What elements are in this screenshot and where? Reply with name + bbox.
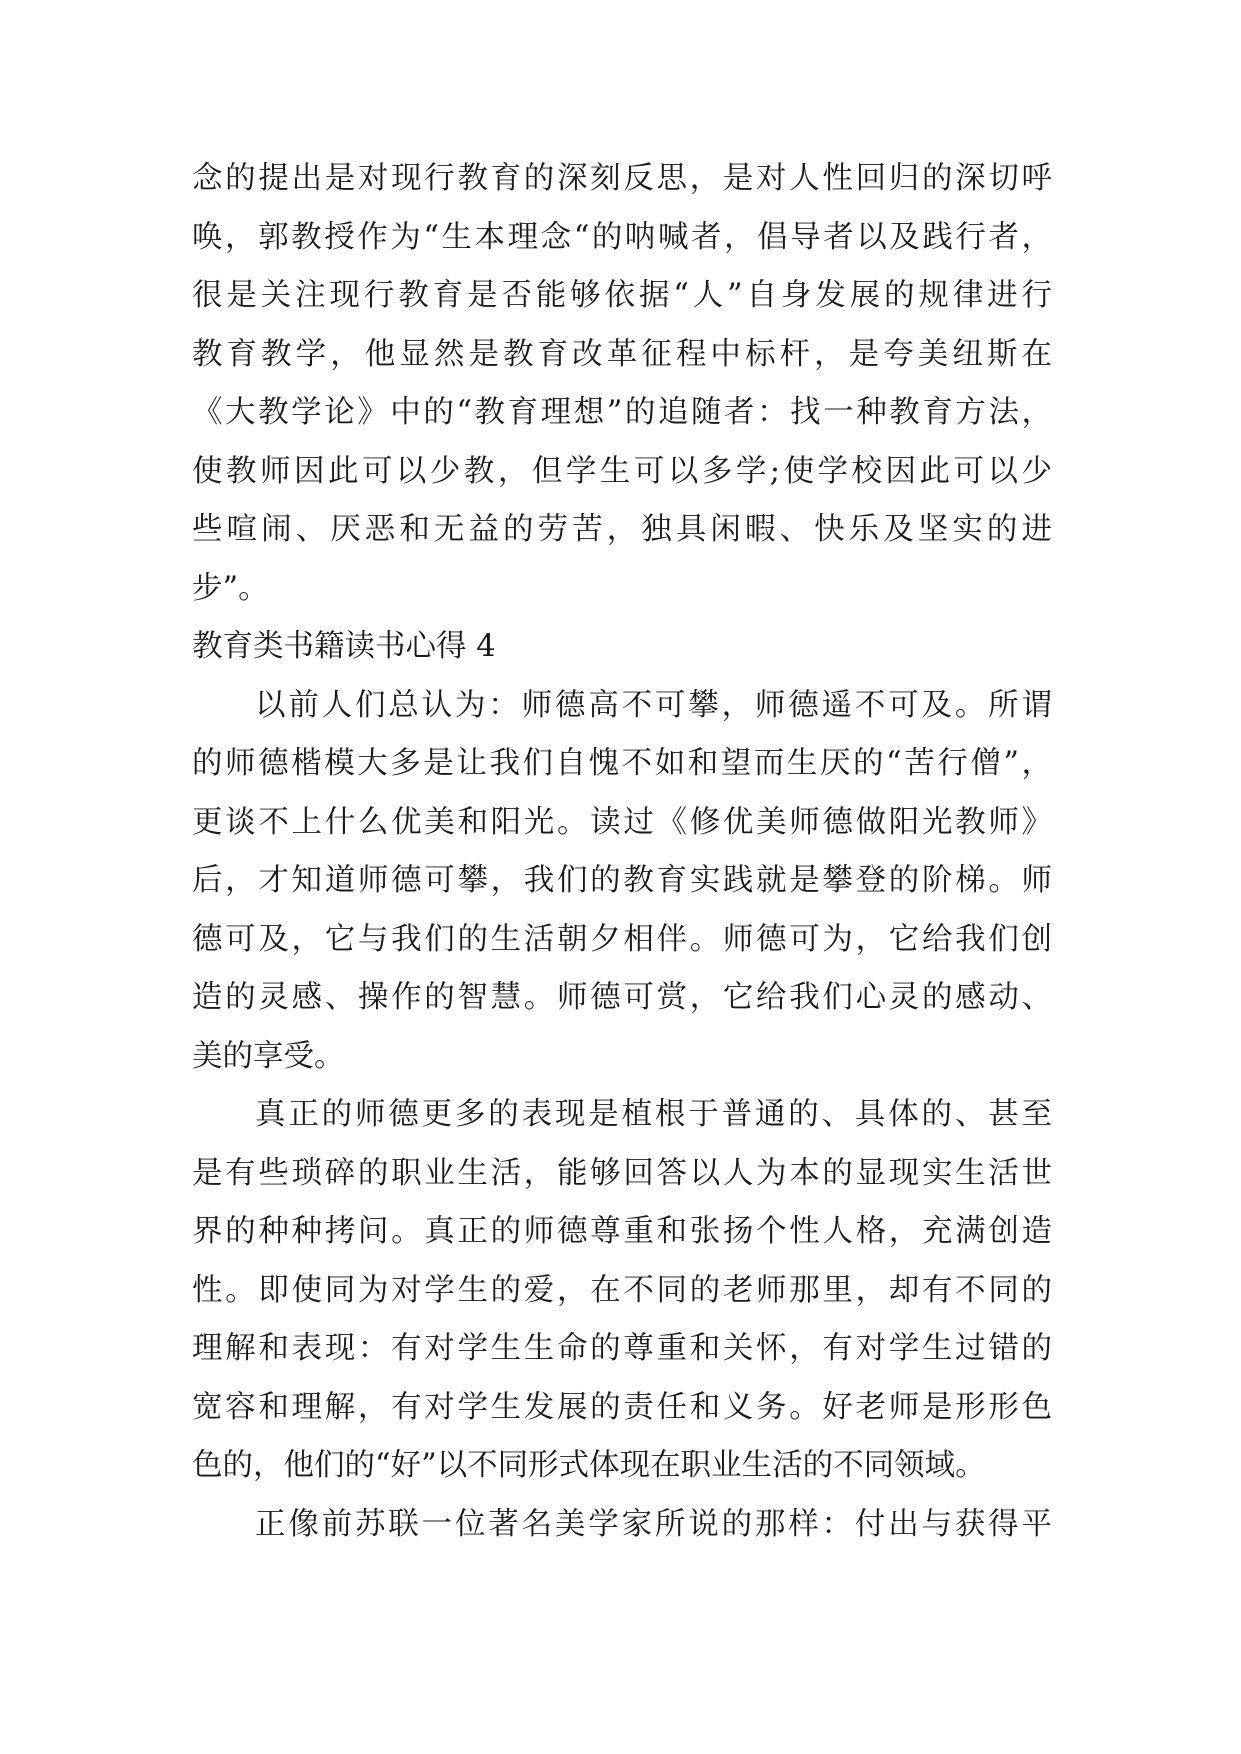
text-line: 理解和表现：有对学生生命的尊重和关怀，有对学生过错的 <box>192 1331 1052 1366</box>
text-line: 美的享受。 <box>192 1038 345 1074</box>
document-body <box>192 150 1052 1554</box>
text-line: 些喧闹、厌恶和无益的劳苦，独具闲暇、快乐及坚实的进 <box>192 512 1052 547</box>
text-line: 使教师因此可以少教，但学生可以多学;使学校因此可以少 <box>192 453 1052 489</box>
text-line: 宽容和理解，有对学生发展的责任和义务。好老师是形形色 <box>192 1389 1052 1425</box>
text-line: 《大教学论》中的“教育理想”的追随者：找一种教育方法， <box>192 395 1052 430</box>
text-line: 念的提出是对现行教育的深刻反思，是对人性回归的深切呼 <box>192 161 1052 196</box>
intro-paragraph <box>192 150 1052 618</box>
text-line: 教育教学，他显然是教育改革征程中标杆，是夸美纽斯在 <box>192 336 1052 372</box>
text-line: 德可及，它与我们的生活朝夕相伴。师德可为，它给我们创 <box>192 921 1052 957</box>
text-line: 是有些琐碎的职业生活，能够回答以人为本的显现实生活世 <box>192 1155 1052 1191</box>
text-line: 以前人们总认为：师德高不可攀，师德遥不可及。所谓 <box>255 687 1052 723</box>
text-line: 唤，郭教授作为“生本理念“的呐喊者，倡导者以及践行者， <box>192 219 1052 255</box>
text-line: 界的种种拷问。真正的师德尊重和张扬个性人格，充满创造 <box>192 1214 1052 1249</box>
paragraph-2 <box>192 1086 1052 1496</box>
text-line: 真正的师德更多的表现是植根于普通的、具体的、甚至 <box>255 1097 1052 1132</box>
text-line: 的师德楷模大多是让我们自愧不如和望而生厌的“苦行僧”， <box>192 746 1052 781</box>
text-line: 更谈不上什么优美和阳光。读过《修优美师德做阳光教师》 <box>192 804 1052 840</box>
text-line: 后，才知道师德可攀，我们的教育实践就是攀登的阶梯。师 <box>192 863 1052 898</box>
section-heading: 教育类书籍读书心得 4 <box>192 629 496 664</box>
text-line: 色的，他们的“好”以不同形式体现在职业生活的不同领域。 <box>192 1448 986 1483</box>
text-line: 造的灵感、操作的智慧。师德可赏，它给我们心灵的感动、 <box>192 980 1052 1015</box>
text-line: 正像前苏联一位著名美学家所说的那样：付出与获得平 <box>255 1506 1052 1542</box>
paragraph-1 <box>192 677 1052 1087</box>
text-line: 性。即使同为对学生的爱，在不同的老师那里，却有不同的 <box>192 1272 1052 1308</box>
text-line: 步”。 <box>192 570 269 606</box>
paragraph-3 <box>192 1496 1052 1555</box>
text-line: 很是关注现行教育是否能够依据“人”自身发展的规律进行 <box>192 278 1052 313</box>
